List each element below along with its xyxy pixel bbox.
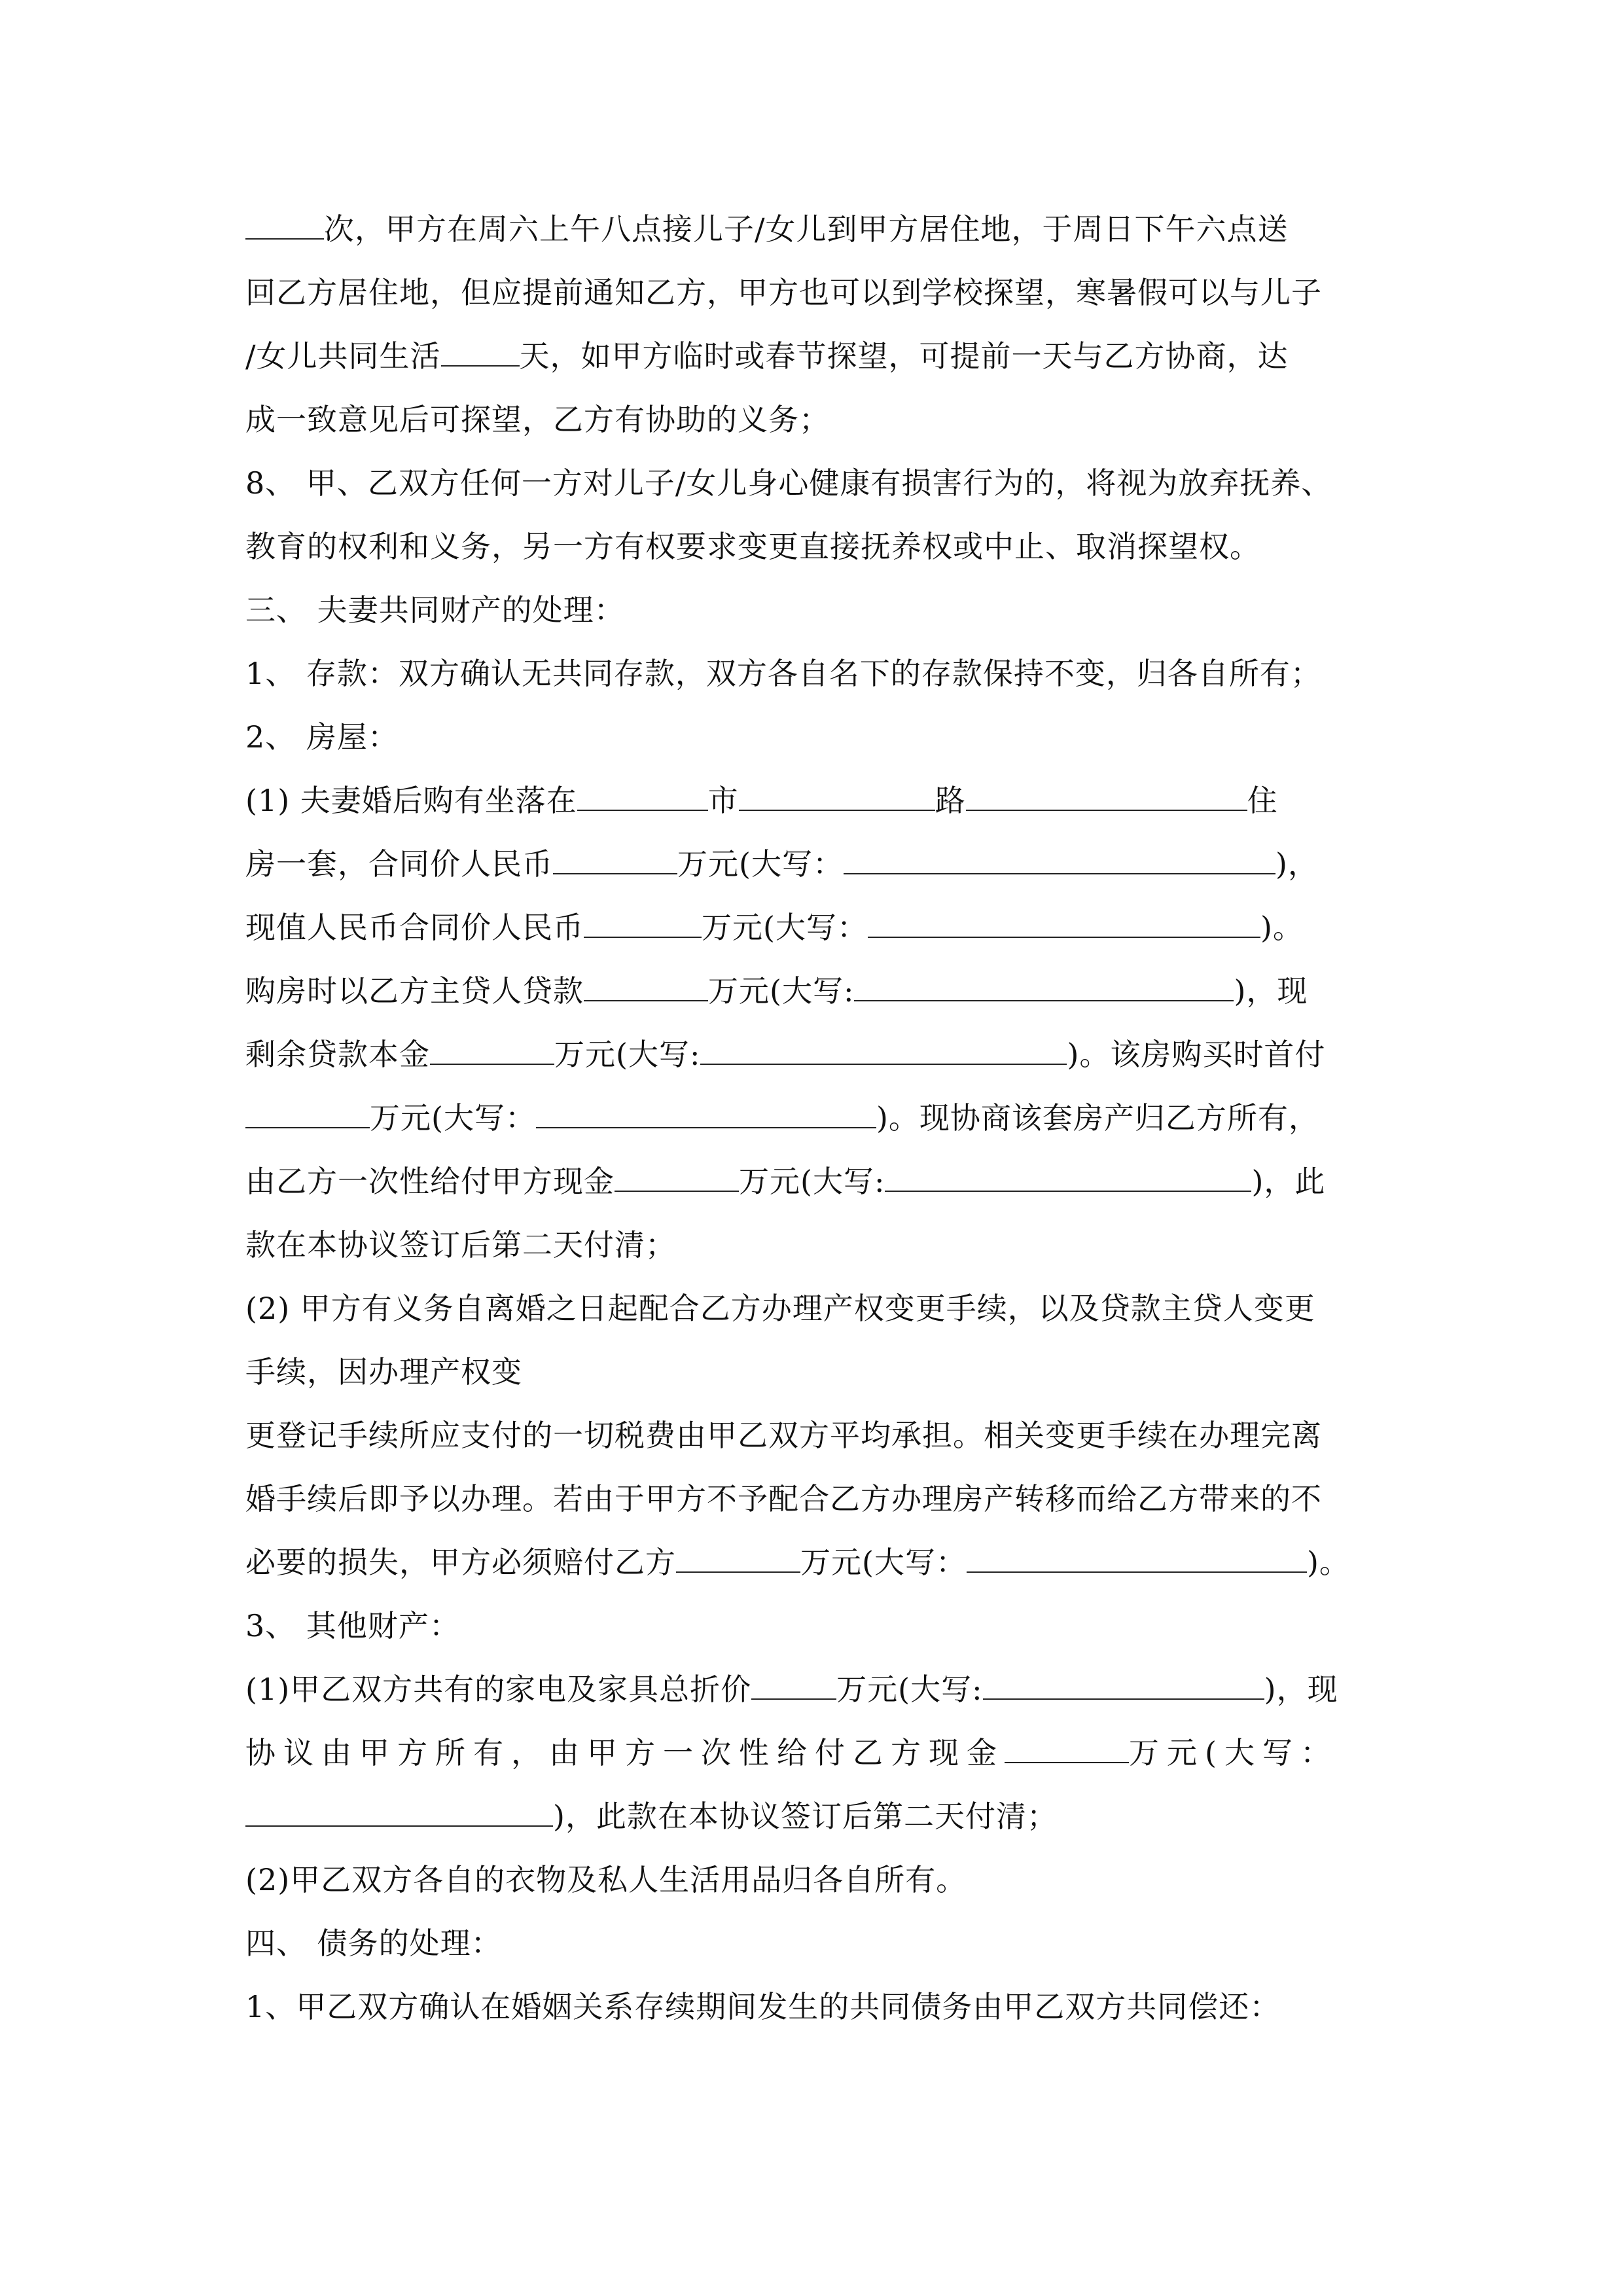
fill-blank xyxy=(245,200,324,240)
fill-blank xyxy=(577,772,708,811)
text-line-20: 更登记手续所应支付的一切税费由甲乙双方平均承担。相关变更手续在办理完离 xyxy=(245,1418,1322,1453)
fill-blank xyxy=(245,1787,553,1827)
text-line-27: (2)甲乙双方各自的衣物及私人生活用品归各自所有。 xyxy=(245,1862,967,1897)
section-heading-4: 四、 债务的处理： xyxy=(245,1926,502,1961)
text-line-25: 协议由甲方所有，由甲方一次性给付乙方现金 万元(大写： xyxy=(245,1723,1338,1782)
fill-blank xyxy=(967,1534,1307,1573)
text-line-29: 1、甲乙双方确认在婚姻关系存续期间发生的共同债务由甲乙双方共同偿还： xyxy=(245,1989,1281,2024)
text-line-9: 2、 房屋： xyxy=(245,719,399,755)
fill-blank xyxy=(615,1153,739,1192)
fill-blank xyxy=(983,1660,1264,1700)
text-line-6: 教育的权利和义务，另一方有权要求变更直接抚养权或中止、取消探望权。 xyxy=(245,529,1260,564)
text-line-19: 手续，因办理产权变 xyxy=(245,1354,522,1390)
text-line-12: 现值人民币合同价人民币 万元(大写： )。 xyxy=(245,898,1304,957)
fill-blank xyxy=(245,1089,370,1128)
fill-blank xyxy=(751,1660,836,1700)
fill-blank xyxy=(700,1026,1067,1065)
fill-blank xyxy=(885,1153,1251,1192)
fill-blank xyxy=(1005,1724,1129,1763)
text-line-3: /女儿共同生活 天，如甲方临时或春节探望，可提前一天与乙方协商，达 xyxy=(245,327,1289,386)
text-line-24: (1)甲乙双方共有的家电及家具总折价 万元(大写: )，现 xyxy=(245,1660,1338,1719)
fill-blank xyxy=(844,835,1275,874)
text-line-5: 8、 甲、乙双方任何一方对儿子/女儿身心健康有损害行为的，将视为放弃抚养、 xyxy=(245,465,1332,501)
text-line-8: 1、 存款：双方确认无共同存款，双方各自名下的存款保持不变，归各自所有； xyxy=(245,656,1321,691)
text-line-13: 购房时以乙方主贷人贷款 万元(大写: )，现 xyxy=(245,961,1308,1020)
text-line-21: 婚手续后即予以办理。若由于甲方不予配合乙方办理房产转移而给乙方带来的不 xyxy=(245,1481,1322,1516)
text-line-22: 必要的损失，甲方必须赔付乙方 万元(大写： )。 xyxy=(245,1533,1350,1592)
fill-blank xyxy=(676,1534,800,1573)
fill-blank xyxy=(441,327,520,367)
fill-blank xyxy=(536,1089,876,1128)
fill-blank xyxy=(739,772,935,811)
text-line-14: 剩余贷款本金 万元(大写: )。该房购买时首付 xyxy=(245,1025,1325,1084)
text-line-17: 款在本协议签订后第二天付清； xyxy=(245,1227,676,1263)
fill-blank xyxy=(584,962,708,1001)
text-line-26: )，此款在本协议签订后第二天付清； xyxy=(245,1787,1058,1846)
text-line-16: 由乙方一次性给付甲方现金 万元(大写: )，此 xyxy=(245,1152,1325,1211)
text-line-1: 次，甲方在周六上午八点接儿子/女儿到甲方居住地，于周日下午六点送 xyxy=(245,200,1289,259)
text-line-4: 成一致意见后可探望，乙方有协助的义务； xyxy=(245,402,830,437)
text-line-10: (1) 夫妻婚后购有坐落在 市 路 住 xyxy=(245,771,1278,830)
section-heading-3: 三、 夫妻共同财产的处理： xyxy=(245,592,625,628)
text-line-2: 回乙方居住地，但应提前通知乙方，甲方也可以到学校探望，寒暑假可以与儿子 xyxy=(245,275,1322,310)
text-line-15: 万元(大写： )。现协商该套房产归乙方所有， xyxy=(245,1088,1319,1147)
text-line-11: 房一套，合同价人民币 万元(大写： )， xyxy=(245,834,1319,893)
text-line-18: (2) 甲方有义务自离婚之日起配合乙方办理产权变更手续，以及贷款主贷人变更 xyxy=(245,1291,1315,1326)
fill-blank xyxy=(430,1026,554,1065)
text-line-23: 3、 其他财产： xyxy=(245,1608,460,1643)
fill-blank xyxy=(584,899,702,938)
fill-blank xyxy=(966,772,1247,811)
fill-blank xyxy=(868,899,1260,938)
fill-blank xyxy=(854,962,1234,1001)
fill-blank xyxy=(553,835,677,874)
